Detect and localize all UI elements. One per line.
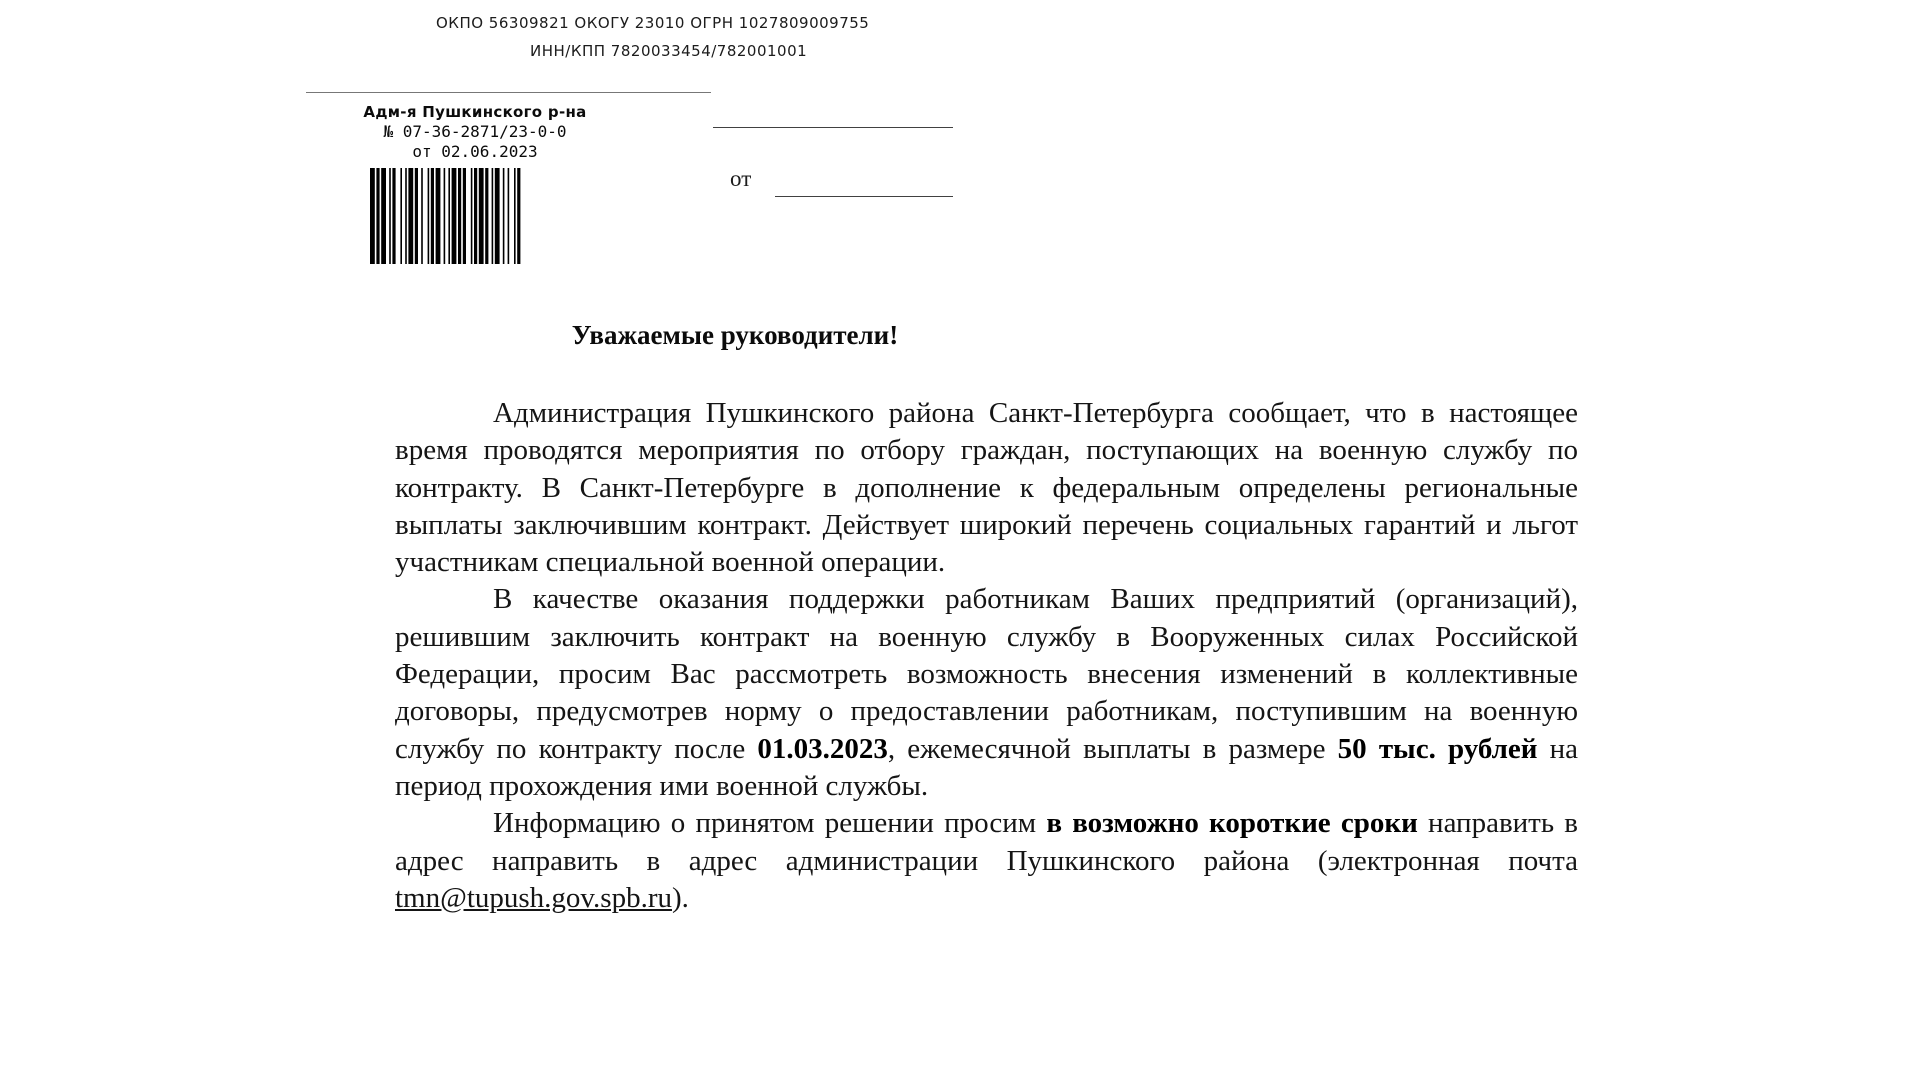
paragraph-1: Администрация Пушкинского района Санкт-Петербурга сообщает, что в настоящее время проводятся мероприятия по отбору граждан, поступающих на военную службу по контракту. В Санкт-Петербурге в дополнение к федеральным определены региональные выплаты заключившим контракт. Действует широкий перечень социальных гарантий и льгот участникам специальной военной операции.: [395, 397, 1578, 579]
paragraph-3: Информацию о принятом решении просим в возможно короткие сроки направить в адрес направить в адрес администрации Пушкинского района (электронная почта tmn@tupush.gov.spb.ru).: [395, 807, 1578, 914]
registration-stamp: [330, 102, 620, 162]
stamp-date: от 02.06.2023: [412, 142, 538, 161]
stamp-number: № 07-36-2871/23-0-0: [383, 122, 567, 141]
letter-salutation: Уважаемые руководители!: [571, 320, 899, 350]
payment-amount: 50 тыс. рублей: [1337, 732, 1538, 765]
inn-kpp: ИНН/КПП 7820033454/782001001: [530, 42, 808, 60]
reference-date-line: [775, 196, 953, 197]
deadline-phrase: в возможно короткие сроки: [1046, 807, 1418, 840]
registry-codes: ОКПО 56309821 ОКОГУ 23010 ОГРН 1027809009755: [436, 14, 870, 32]
stamp-organization: Адм-я Пушкинского р-на: [363, 103, 587, 121]
paragraph-2: В качестве оказания поддержки работникам Ваших предприятий (организаций), решившим заключить контракт на военную службу в Вооруженных силах Российской Федерации, просим Вас рассмотреть возможность внесения изменений в коллективные договоры, предусмотрев норму о предоставлении работникам, поступившим на военную службу по контракту после 01.03.2023, ежемесячной выплаты в размере 50 тыс. рублей на период прохождения ими военной службы.: [395, 583, 1579, 802]
reference-number-line: [713, 127, 953, 128]
letter-body: [395, 395, 1578, 917]
reference-from-label: от: [730, 166, 752, 191]
contact-email: tmn@tupush.gov.spb.ru: [395, 881, 672, 914]
payment-start-date: 01.03.2023: [757, 732, 888, 765]
barcode-image: [370, 168, 566, 264]
stamp-divider: [306, 92, 711, 93]
